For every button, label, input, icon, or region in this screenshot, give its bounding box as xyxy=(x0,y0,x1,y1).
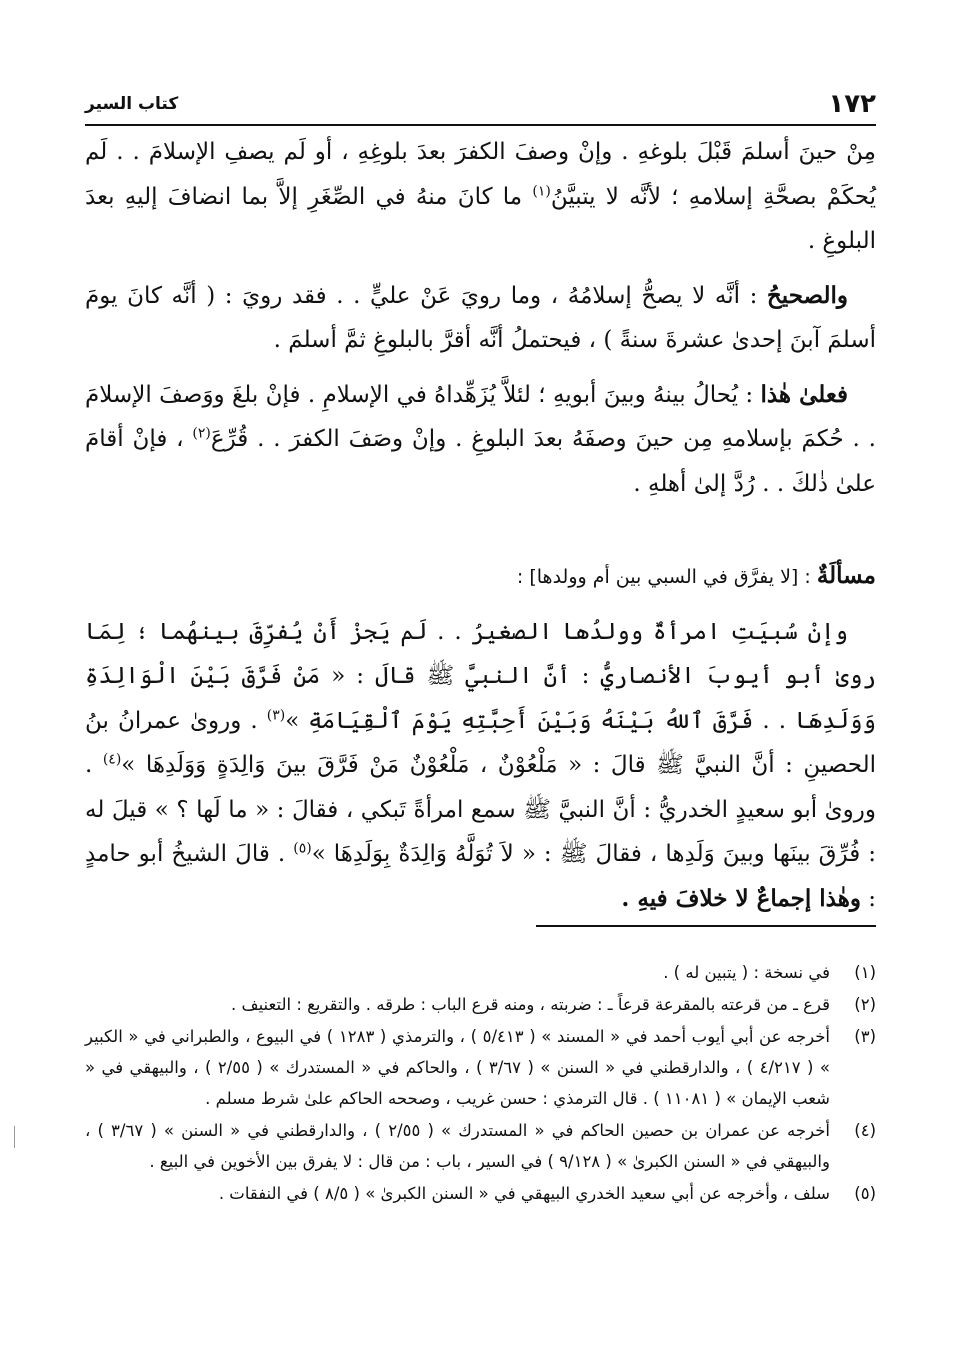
footnote-item xyxy=(85,957,876,988)
paragraph-4-b: . وروىٰ عمرانُ بنُ الحصينِ : أنَّ النبيَّ ﷺ قالَ : « مَلْعُوْنٌ ، مَلْعُوْنٌ مَنْ فَرَّقَ بينَ وَالِدَةٍ وَوَلَدِهَا » xyxy=(85,707,877,778)
paragraph-4-text: وإنْ سُبيَتِ امرأةٌ وولدُها الصغيرُ . . لَم يَجزْ أَنْ يُفرِّقَ بينهُما ؛ لِمَا روىٰ أبو أيوبَ الأنصاريُّ : أنَّ النبيَّ ﷺ قالَ : « مَنْ فَرَّقَ بَيْنَ الْوَالِدَةِ وَوَلَدِهَا . . فَرَّقَ ٱللهُ بَيْنَهُ وَبَيْنَ أَحِبَّتِهِ يَوْمَ ٱلْقِيَامَةِ » xyxy=(85,618,877,734)
paragraph-3-end: ، فإنْ أقامَ علىٰ ذٰلكَ . . رُدَّ إلىٰ أهلهِ . xyxy=(85,426,876,497)
section-heading-title: : [لا يفرَّق في السبي بين أم وولدها] : xyxy=(516,566,817,588)
masala-section xyxy=(85,554,876,921)
paragraph-1-text: مِنْ حينَ أسلمَ قَبْلَ بلوغهِ . وإنْ وصفَ الكفرَ بعدَ بلوغِهِ ، أو لَم يصفِ الإسلامَ . . لَم يُحكَمْ بصحَّةِ إسلامهِ ؛ لأنَّه لا يتبيَّنُ xyxy=(85,139,876,210)
footnotes xyxy=(85,957,876,1210)
footnote-item xyxy=(85,989,876,1020)
paragraph-4 xyxy=(85,610,876,922)
running-header xyxy=(85,84,876,124)
footnote-item xyxy=(85,1178,876,1209)
footnote-ref-5: (٥) xyxy=(293,840,312,857)
footnote-ref-3: (٣) xyxy=(266,706,286,723)
paragraph-1-end: ما كانَ منهُ في الصِّغَرِ إلاَّ بما انضافَ إليهِ بعدَ البلوغِ . xyxy=(85,183,876,254)
main-text xyxy=(85,130,876,921)
footnote-ref-4: (٤) xyxy=(102,751,122,768)
footnote-number: (١) xyxy=(854,963,876,982)
paragraph-3-text: : يُحالُ بينهُ وبينَ أبويهِ ؛ لئلاَّ يُزَهِّداهُ في الإسلامِ . فإنْ بلغَ ووَصفَ الإسلامَ . . حُكمَ بإسلامهِ مِن حينَ وصفَهُ بعدَ البلوغِ . وإنْ وصَفَ الكفرَ . . قُرِّعَ xyxy=(85,381,876,452)
footnote-number: (٣) xyxy=(854,1027,876,1046)
footnote-number: (٥) xyxy=(854,1184,876,1203)
paragraph-4-d: . قالَ الشيخُ أبو حامدٍ : xyxy=(85,841,876,912)
paragraph-3 xyxy=(85,373,876,507)
paragraph-4-c: . وروىٰ أبو سعيدٍ الخدريُّ : أنَّ النبيَّ ﷺ سمع امرأةً تَبكي ، فقالَ : « ما لَها ؟ » قيلَ له : فُرِّقَ بينَها وبينَ وَلَدِها ، فقالَ ﷺ : « لاَ تُوَلَّهُ وَالِدَةٌ بِوَلَدِهَا » xyxy=(85,752,876,867)
footnote-item xyxy=(85,1115,876,1177)
footnote-number: (٢) xyxy=(854,995,876,1014)
footnote-text: قرع ـ من قرعته بالمقرعة قرعاً ـ : ضربته ، ومنه قرع الباب : طرقه . والتقريع : التعنيف . xyxy=(231,995,830,1014)
footnote-number: (٤) xyxy=(854,1121,876,1140)
paragraph-2 xyxy=(85,274,876,363)
book-title: كتاب السير xyxy=(85,94,179,114)
footnote-rule xyxy=(536,925,876,927)
paragraph-3-lead: فعلىٰ هٰذا xyxy=(760,380,848,408)
footnote-text: أخرجه عن أبي أيوب أحمد في « المسند » ( ٥/٤١٣ ) ، والترمذي ( ١٢٨٣ ) في البيوع ، والطبراني في « الكبير » ( ٤/٢١٧ ) ، والدارقطني في « السنن » ( ٣/٦٧ ) ، والحاكم في « المستدرك » ( ٢/٥٥ ) ، والبيهقي في « شعب الإيمان » ( ١١٠٨١ ) . قال الترمذي : حسن غريب ، وصححه الحاكم علىٰ شرط مسلم . xyxy=(85,1027,830,1108)
page-number: ١٧٢ xyxy=(828,89,876,119)
paragraph-2-lead: والصحيحُ xyxy=(766,281,848,309)
scan-margin-mark xyxy=(14,1126,15,1148)
footnote-text: سلف ، وأخرجه عن أبي سعيد الخدري البيهقي في « السنن الكبرىٰ » ( ٨/٥ ) في النفقات . xyxy=(218,1184,830,1203)
header-rule xyxy=(85,124,876,126)
footnote-item xyxy=(85,1021,876,1114)
paragraph-2-text: : أنَّه لا يصحُّ إسلامُهُ ، وما رويَ عَنْ عليٍّ . . فقد رويَ : ( أنَّه كانَ يومَ أسلمَ آبنَ إحدىٰ عشرةَ سنةً ) ، فيحتملُ أنَّه أقرَّ بالبلوغِ ثمَّ أسلمَ . xyxy=(85,282,876,353)
footnote-text: في نسخة : ( يتبين له ) . xyxy=(663,963,830,982)
footnote-text: أخرجه عن عمران بن حصين الحاكم في « المستدرك » ( ٢/٥٥ ) ، والدارقطني في « السنن » ( ٣/٦٧ ) ، والبيهقي في « السنن الكبرىٰ » ( ٩/١٢٨ ) في السير ، باب : من قال : لا يفرق بين الأخوين في البيع . xyxy=(85,1121,830,1171)
paragraph-4-conclusion: وهٰذا إجماعٌ لا خلافَ فيهِ . xyxy=(621,884,861,912)
paragraph-1 xyxy=(85,130,876,264)
section-heading xyxy=(85,554,876,600)
footnote-ref-2: (٢) xyxy=(192,425,211,442)
section-heading-word: مسألَةٌ xyxy=(816,562,876,589)
footnote-ref-1: (١) xyxy=(532,182,551,199)
